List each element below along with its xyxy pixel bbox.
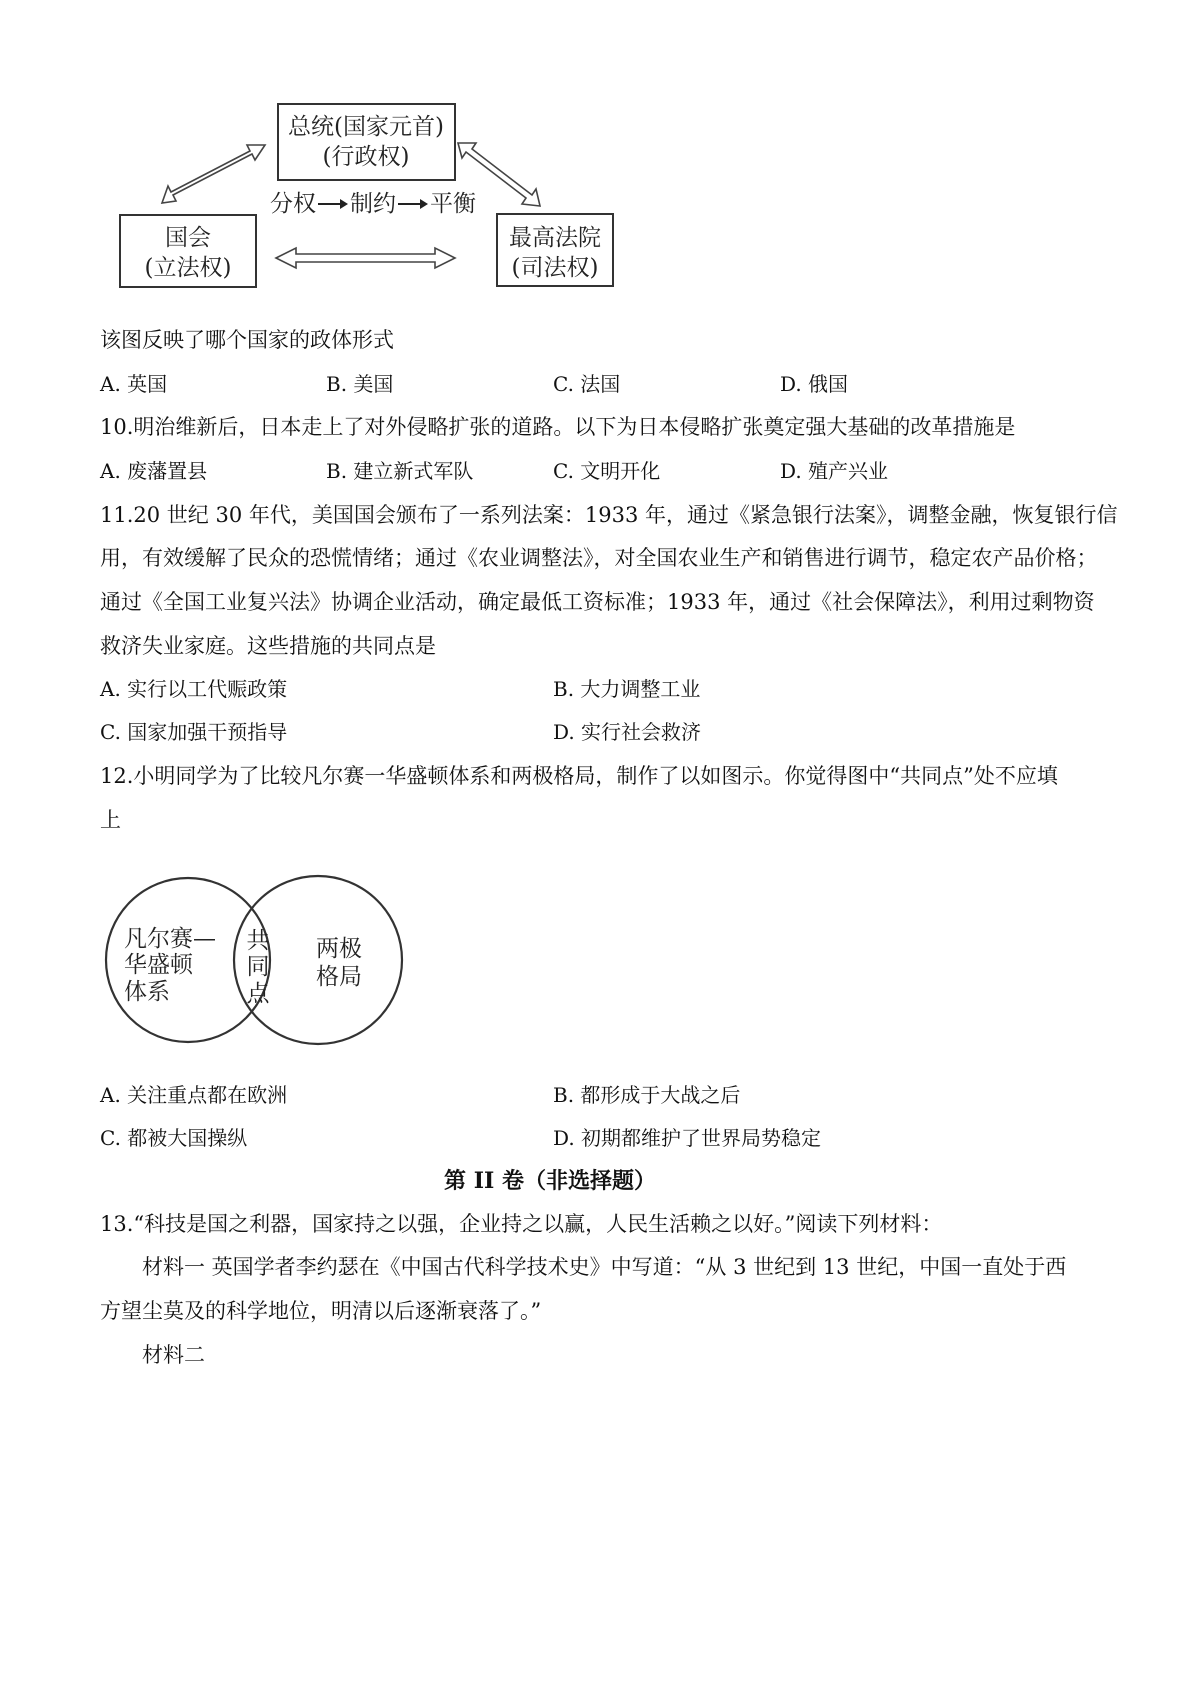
q9-option-c: C. 法国 — [553, 372, 621, 396]
q12-option-c: C. 都被大国操纵 — [100, 1126, 248, 1150]
double-arrow-horizontal — [276, 248, 455, 268]
section-title: 第 II 卷（非选择题） — [444, 1168, 656, 1194]
q11-option-a: A. 实行以工代赈政策 — [100, 677, 288, 701]
q12-option-a: A. 关注重点都在欧洲 — [100, 1083, 288, 1107]
center-separation: 分权 — [270, 191, 316, 217]
congress-label: 国会 — [165, 225, 211, 251]
q9-stem: 该图反映了哪个国家的政体形式 — [100, 328, 394, 352]
q9-option-b: B. 美国 — [326, 372, 394, 396]
venn-diagram — [0, 860, 1200, 1080]
venn-left-line-1: 凡尔赛— — [124, 926, 216, 952]
q13-material1-line-2: 方望尘莫及的科学地位，明清以后逐渐衰落了。” — [100, 1299, 542, 1323]
flow-arrowhead-2 — [420, 199, 428, 209]
venn-left-line-3: 体系 — [124, 979, 170, 1005]
q10-option-a: A. 废藩置县 — [100, 459, 208, 483]
venn-right-line-1: 两极 — [316, 936, 362, 962]
q11-line-4: 救济失业家庭。这些措施的共同点是 — [100, 634, 436, 658]
executive-label: (行政权) — [322, 144, 410, 170]
q12-option-d: D. 初期都维护了世界局势稳定 — [553, 1126, 822, 1150]
q10-stem: 10.明治维新后，日本走上了对外侵略扩张的道路。以下为日本侵略扩张奠定强大基础的改革措施是 — [100, 415, 1016, 439]
center-balance: 平衡 — [430, 191, 476, 217]
q11-line-1: 11.20 世纪 30 年代，美国国会颁布了一系列法案：1933 年，通过《紧急银行法案》，调整金融，恢复银行信 — [100, 503, 1118, 527]
q13-material2-label: 材料二 — [142, 1343, 205, 1367]
legislative-label: (立法权) — [144, 255, 232, 281]
judicial-label: (司法权) — [511, 255, 599, 281]
venn-right-line-2: 格局 — [316, 964, 362, 990]
q13-stem: 13.“科技是国之利器，国家持之以强，企业持之以赢，人民生活赖之以好。”阅读下列材料： — [100, 1212, 943, 1236]
q13-material1-line-1: 材料一 英国学者李约瑟在《中国古代科学技术史》中写道：“从 3 世纪到 13 世纪，中国一直处于西 — [142, 1255, 1067, 1279]
center-checks: 制约 — [350, 191, 396, 217]
venn-left-line-2: 华盛顿 — [124, 952, 193, 978]
venn-middle-char-3: 点 — [246, 981, 270, 1007]
q11-line-2: 用，有效缓解了民众的恐慌情绪；通过《农业调整法》，对全国农业生产和销售进行调节，稳定农产品价格； — [100, 546, 1098, 570]
q10-option-c: C. 文明开化 — [553, 459, 661, 483]
q10-option-d: D. 殖产兴业 — [780, 459, 889, 483]
q9-option-a: A. 英国 — [100, 372, 168, 396]
double-arrow-left-diagonal — [162, 145, 265, 203]
venn-middle-char-2: 同 — [246, 954, 270, 980]
q10-option-b: B. 建立新式军队 — [326, 459, 474, 483]
supreme-court-label: 最高法院 — [509, 225, 601, 251]
q9-option-d: D. 俄国 — [780, 372, 849, 396]
separation-of-powers-diagram — [0, 0, 1200, 330]
q11-option-b: B. 大力调整工业 — [553, 677, 701, 701]
president-label: 总统(国家元首) — [288, 114, 444, 140]
q11-option-d: D. 实行社会救济 — [553, 720, 702, 744]
flow-arrowhead-1 — [340, 199, 348, 209]
q12-line-1: 12.小明同学为了比较凡尔赛一华盛顿体系和两极格局，制作了以如图示。你觉得图中“共同点”处不应填 — [100, 764, 1058, 788]
venn-middle-char-1: 共 — [246, 928, 270, 954]
q12-line-2: 上 — [100, 808, 121, 832]
q11-option-c: C. 国家加强干预指导 — [100, 720, 288, 744]
q11-line-3: 通过《全国工业复兴法》协调企业活动，确定最低工资标准；1933 年，通过《社会保障法》，利用过剩物资 — [100, 590, 1095, 614]
q12-option-b: B. 都形成于大战之后 — [553, 1083, 741, 1107]
